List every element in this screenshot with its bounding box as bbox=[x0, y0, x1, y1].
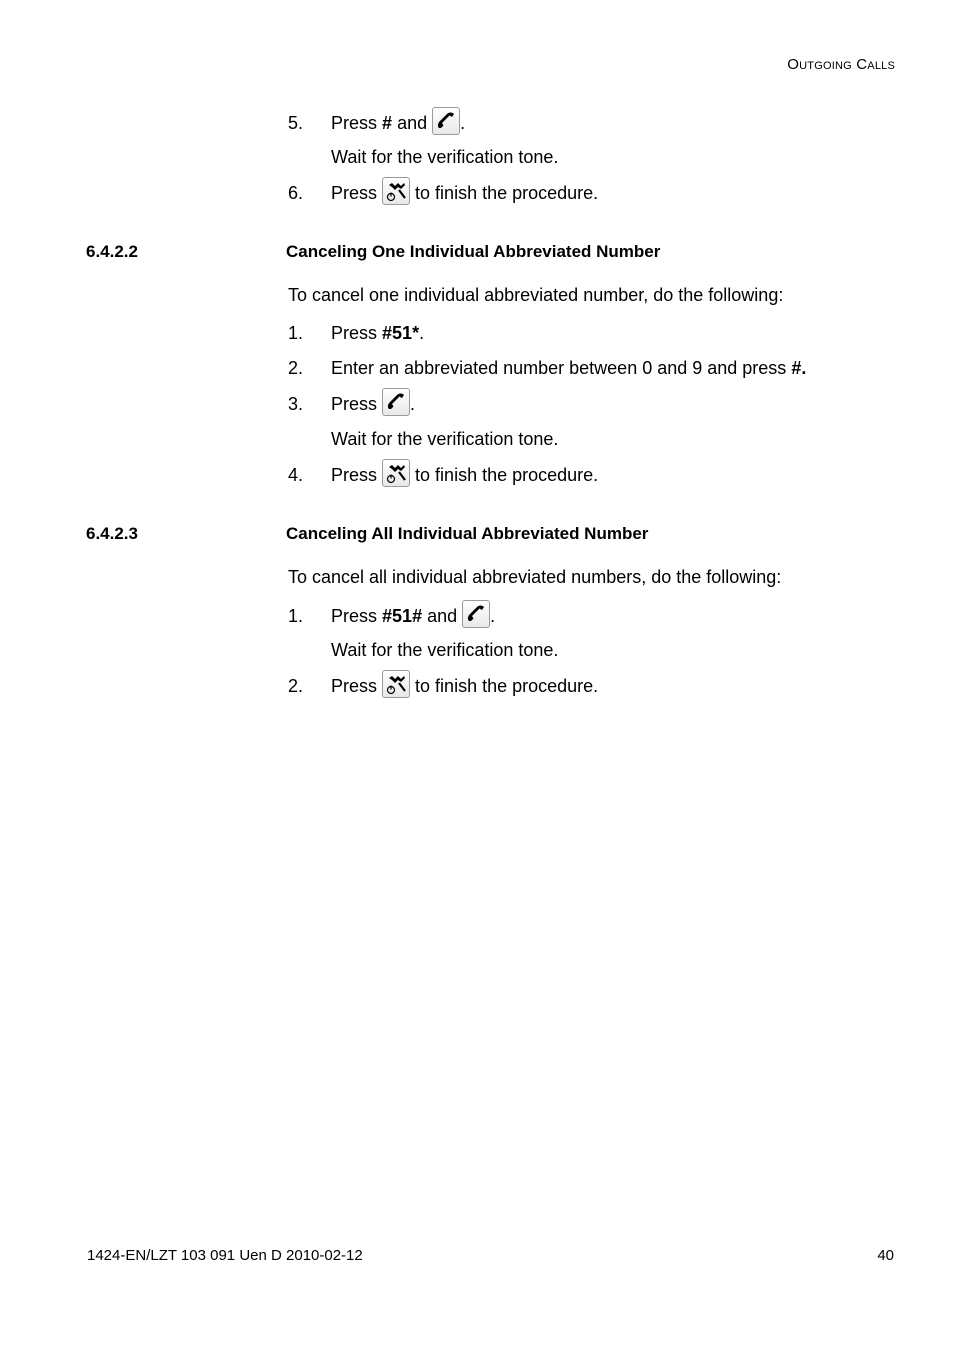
step-5-note: Wait for the verification tone. bbox=[331, 147, 559, 167]
step-number: 4. bbox=[288, 464, 304, 485]
step-1: 1. Press #51*. bbox=[288, 323, 425, 343]
step-3: 3. Press . bbox=[288, 391, 415, 415]
step-4: 4. Press to finish the procedure. bbox=[288, 462, 598, 486]
key-code: #51* bbox=[382, 323, 420, 343]
key-code: #. bbox=[791, 358, 807, 378]
section-number: 6.4.2.2 bbox=[86, 242, 138, 261]
step-number: 1. bbox=[288, 605, 304, 626]
key-code: # bbox=[382, 112, 393, 133]
step-3-note: Wait for the verification tone. bbox=[331, 429, 559, 449]
running-header-title: Outgoing Calls bbox=[787, 56, 895, 73]
document-id: 1424-EN/LZT 103 091 Uen D 2010-02-12 bbox=[87, 1247, 363, 1264]
phone-onhook-power-icon bbox=[382, 177, 410, 205]
step-number: 1. bbox=[288, 323, 304, 343]
step-number: 2. bbox=[288, 358, 304, 378]
step-1-note: Wait for the verification tone. bbox=[331, 640, 559, 660]
step-number: 6. bbox=[288, 182, 304, 203]
step-5: 5. Press # and . bbox=[288, 110, 465, 134]
phone-onhook-power-icon bbox=[382, 459, 410, 487]
section-number: 6.4.2.3 bbox=[86, 524, 138, 543]
step-2: 2. Press to finish the procedure. bbox=[288, 673, 598, 697]
step-number: 5. bbox=[288, 112, 304, 133]
section-intro: To cancel one individual abbreviated number, do the following: bbox=[288, 285, 784, 305]
step-number: 2. bbox=[288, 675, 304, 696]
step-6: 6. Press to finish the procedure. bbox=[288, 180, 598, 204]
section-title: Canceling One Individual Abbreviated Number bbox=[286, 242, 661, 261]
section-intro: To cancel all individual abbreviated numbers, do the following: bbox=[288, 567, 782, 587]
section-title: Canceling All Individual Abbreviated Number bbox=[286, 524, 649, 543]
phone-onhook-power-icon bbox=[382, 670, 410, 698]
step-1: 1. Press #51# and . bbox=[288, 603, 495, 627]
phone-offhook-icon bbox=[462, 600, 490, 628]
page-number: 40 bbox=[877, 1247, 894, 1264]
key-code: #51# bbox=[382, 605, 423, 626]
phone-offhook-icon bbox=[382, 388, 410, 416]
phone-offhook-icon bbox=[432, 107, 460, 135]
step-number: 3. bbox=[288, 393, 304, 414]
step-2: 2. Enter an abbreviated number between 0 and 9 and press #. bbox=[288, 358, 807, 378]
